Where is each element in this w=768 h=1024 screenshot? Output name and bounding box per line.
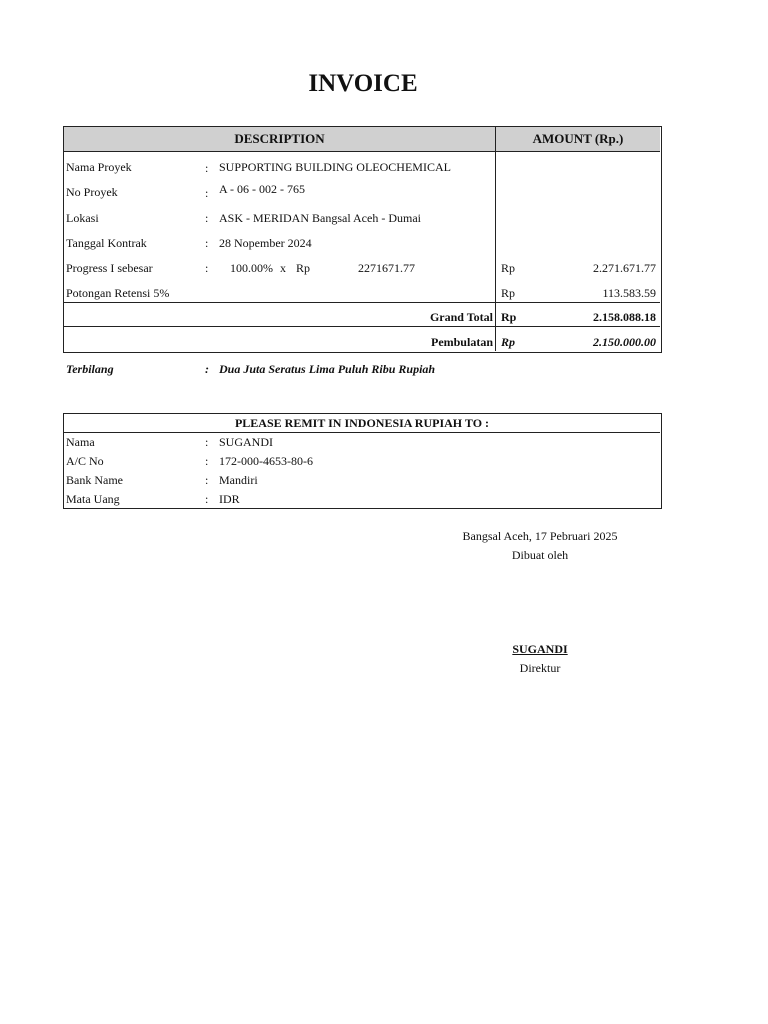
pembulatan-amount: 2.150.000.00 [593,335,656,349]
row-divider-grand-total [64,302,660,303]
remit-value-ac-no: 172-000-4653-80-6 [219,454,313,468]
remit-label-ac-no: A/C No [66,454,104,468]
progress-base-value: 2271671.77 [358,261,415,275]
remit-label-mata-uang: Mata Uang [66,492,120,506]
grand-total-label: Grand Total [429,310,493,324]
table-header-amount: AMOUNT (Rp.) [496,127,660,152]
progress-currency: Rp [501,261,516,275]
grand-total-amount: 2.158.088.18 [593,310,656,324]
value-tanggal-kontrak: 28 Nopember 2024 [219,236,312,250]
signature-made-by: Dibuat oleh [511,548,569,562]
label-tanggal-kontrak: Tanggal Kontrak [66,236,147,250]
remit-header-divider [64,432,660,433]
colon: : [205,492,209,506]
label-nama-proyek: Nama Proyek [66,160,132,174]
colon: : [205,435,209,449]
label-progress: Progress I sebesar [66,261,153,275]
remit-value-bank: Mandiri [219,473,258,487]
signature-name: SUGANDI [512,642,568,656]
colon: : [205,454,209,468]
colon: : [205,236,209,250]
terbilang-value: Dua Juta Seratus Lima Puluh Ribu Rupiah [219,362,436,376]
signature-place-date: Bangsal Aceh, 17 Pebruari 2025 [462,529,618,543]
label-no-proyek: No Proyek [66,185,118,199]
retensi-currency: Rp [501,286,516,300]
pembulatan-label: Pembulatan [430,335,493,349]
remit-header: PLEASE REMIT IN INDONESIA RUPIAH TO : [234,416,490,430]
pembulatan-currency: Rp [501,335,516,349]
colon: : [205,261,209,275]
progress-x: x [280,261,286,275]
value-lokasi: ASK - MERIDAN Bangsal Aceh - Dumai [219,211,421,225]
progress-rp: Rp [296,261,311,275]
colon: : [205,186,209,200]
remit-label-nama: Nama [66,435,95,449]
table-header-description: DESCRIPTION [64,127,495,152]
progress-amount: 2.271.671.77 [593,261,656,275]
retensi-amount: 113.583.59 [602,286,656,300]
label-retensi: Potongan Retensi 5% [66,286,170,300]
colon: : [205,473,209,487]
row-divider-pembulatan [64,326,660,327]
remit-value-mata-uang: IDR [219,492,240,506]
signature-position: Direktur [519,661,561,675]
remit-label-bank: Bank Name [66,473,123,487]
label-lokasi: Lokasi [66,211,99,225]
table-column-divider [495,127,496,351]
value-nama-proyek: SUPPORTING BUILDING OLEOCHEMICAL [219,160,451,174]
colon: : [205,161,209,175]
grand-total-currency: Rp [501,310,517,324]
value-no-proyek: A - 06 - 002 - 765 [219,182,305,196]
remit-value-nama: SUGANDI [219,435,273,449]
colon: : [205,362,209,376]
progress-percent: 100.00% [230,261,273,275]
invoice-title: INVOICE [308,70,418,97]
terbilang-label: Terbilang [66,362,114,376]
colon: : [205,211,209,225]
